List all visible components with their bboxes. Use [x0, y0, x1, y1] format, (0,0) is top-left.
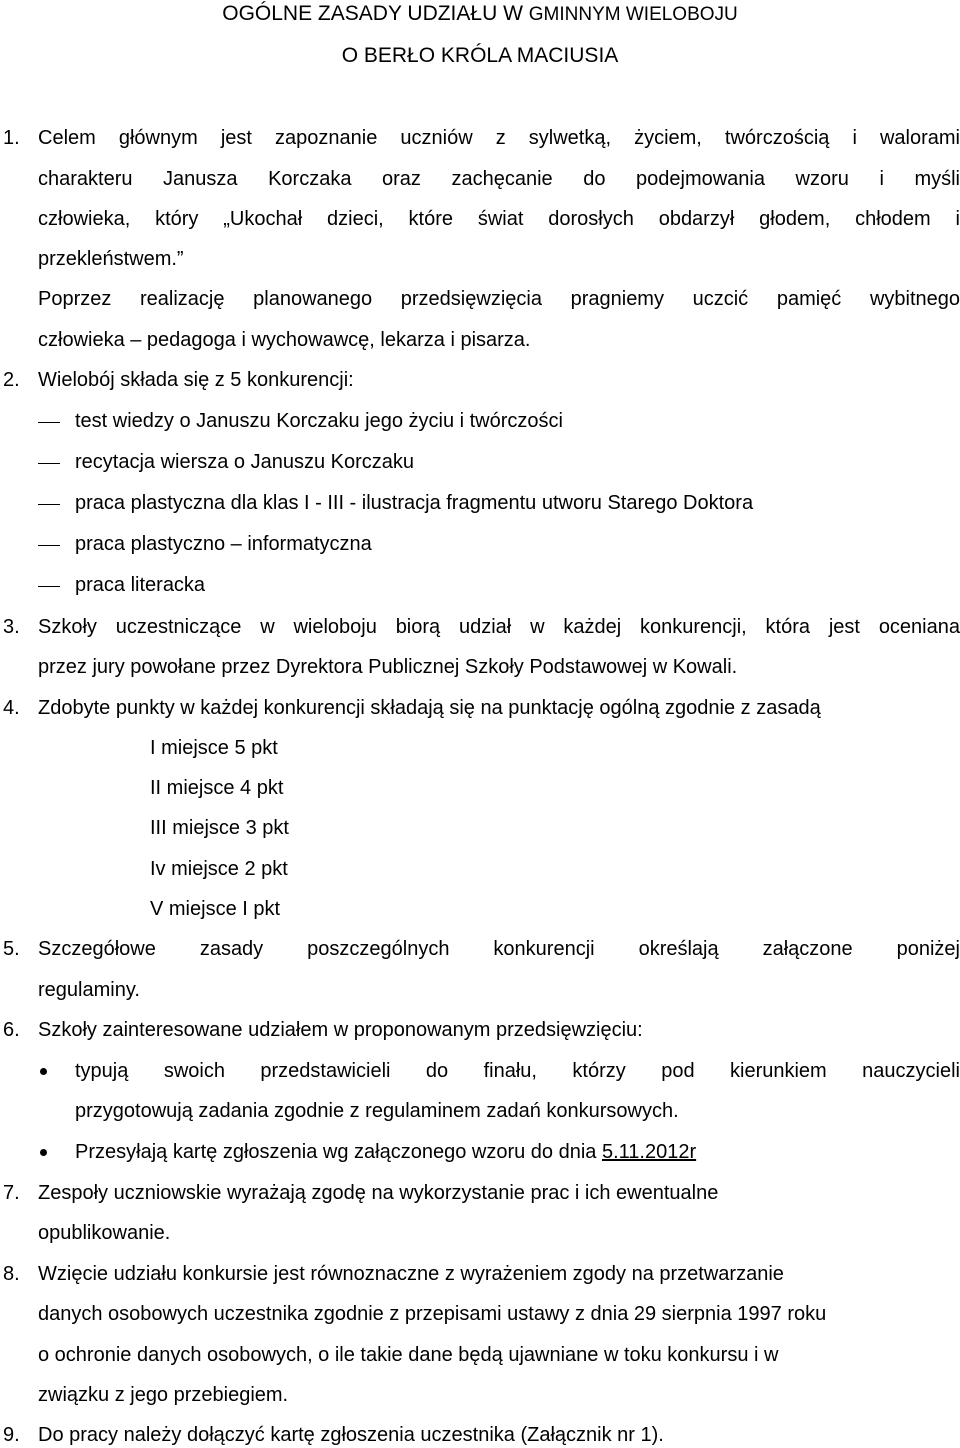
section-5-number: 5.	[3, 938, 20, 960]
competition-item: praca plastyczna dla klas I - III - ilustracja fragmentu utworu Starego Doktora	[75, 492, 754, 514]
section-1-number: 1.	[3, 127, 20, 149]
section-7-number: 7.	[3, 1182, 20, 1204]
section-9-number: 9.	[3, 1424, 20, 1446]
section-6-bullet-1-line: przygotowują zadania zgodnie z regulaminem zadań konkursowych.	[75, 1100, 679, 1122]
competition-item: praca plastyczno – informatyczna	[75, 533, 372, 555]
section-3-line: Szkoły uczestniczące w wieloboju biorą udział w każdej konkurencji, która jest oceniana	[38, 616, 960, 638]
section-3-number: 3.	[3, 616, 20, 638]
place-points: V miejsce I pkt	[150, 898, 281, 920]
section-6-bullet-1-line: typują swoich przedstawicieli do finału, którzy pod kierunkiem nauczycieli	[75, 1060, 960, 1082]
section-1-line: Celem głównym jest zapoznanie uczniów z sylwetką, życiem, twórczością i walorami	[38, 127, 960, 149]
dash-bullet-icon	[38, 422, 60, 423]
section-3-line: przez jury powołane przez Dyrektora Publicznej Szkoły Podstawowej w Kowali.	[38, 656, 738, 678]
dash-bullet-icon	[38, 463, 60, 464]
dash-bullet-icon	[38, 545, 60, 546]
document-title-line-1	[0, 2, 960, 27]
competition-item: recytacja wiersza o Januszu Korczaku	[75, 451, 415, 473]
section-6-bullet-2	[75, 1140, 696, 1164]
section-4-intro: Zdobyte punkty w każdej konkurencji składają się na punktację ogólną zgodnie z zasadą	[38, 697, 821, 719]
section-7-line: opublikowanie.	[38, 1222, 171, 1244]
competition-item: test wiedzy o Januszu Korczaku jego życiu i twórczości	[75, 410, 563, 432]
section-2-intro: Wielobój składa się z 5 konkurencji:	[38, 369, 354, 391]
section-5-line: Szczegółowe zasady poszczególnych konkurencji określają załączone poniżej	[38, 938, 960, 960]
section-8-line: Wzięcie udziału konkursie jest równoznaczne z wyrażeniem zgody na przetwarzanie	[38, 1263, 784, 1285]
section-6-number: 6.	[3, 1019, 20, 1041]
section-6-intro: Szkoły zainteresowane udziałem w proponowanym przedsięwzięciu:	[38, 1019, 643, 1041]
place-points: I miejsce 5 pkt	[150, 737, 278, 759]
section-8-number: 8.	[3, 1263, 20, 1285]
competition-item: praca literacka	[75, 574, 206, 596]
place-points: III miejsce 3 pkt	[150, 817, 289, 839]
dash-bullet-icon	[38, 586, 60, 587]
place-points: Iv miejsce 2 pkt	[150, 858, 288, 880]
section-1-line: charakteru Janusza Korczaka oraz zachęcanie do podejmowania wzoru i myśli	[38, 168, 960, 190]
section-1-line: człowieka, który „Ukochał dzieci, które świat dorosłych obdarzył głodem, chłodem i	[38, 208, 960, 230]
section-1-line: człowieka – pedagoga i wychowawcę, lekarza i pisarza.	[38, 329, 531, 351]
document-title-line-2: O BERŁO KRÓLA MACIUSIA	[341, 44, 619, 67]
title-part-b: GMINNYM WIELOBOJU	[528, 4, 738, 25]
section-1-line: przekleństwem.”	[38, 248, 184, 270]
section-8-line: o ochronie danych osobowych, o ile takie dane będą ujawniane w toku konkursu i w	[38, 1344, 779, 1366]
submission-text: Przesyłają kartę zgłoszenia wg załączonego wzoru do dnia	[75, 1141, 597, 1163]
section-8-line: związku z jego przebiegiem.	[38, 1384, 289, 1406]
title-part-a: OGÓLNE ZASADY UDZIAŁU W	[222, 2, 523, 25]
section-9-line: Do pracy należy dołączyć kartę zgłoszenia uczestnika (Załącznik nr 1).	[38, 1424, 664, 1446]
submission-deadline: 5.11.2012r	[601, 1141, 697, 1163]
section-5-line: regulaminy.	[38, 979, 140, 1001]
section-4-number: 4.	[3, 697, 20, 719]
place-points: II miejsce 4 pkt	[150, 777, 284, 799]
section-1-line: Poprzez realizację planowanego przedsięwzięcia pragniemy uczcić pamięć wybitnego	[38, 288, 960, 310]
round-bullet-icon	[40, 1068, 47, 1075]
round-bullet-icon	[40, 1149, 47, 1156]
section-8-line: danych osobowych uczestnika zgodnie z przepisami ustawy z dnia 29 sierpnia 1997 roku	[38, 1303, 827, 1325]
dash-bullet-icon	[38, 504, 60, 505]
section-2-number: 2.	[3, 369, 20, 391]
section-7-line: Zespoły uczniowskie wyrażają zgodę na wykorzystanie prac i ich ewentualne	[38, 1182, 719, 1204]
